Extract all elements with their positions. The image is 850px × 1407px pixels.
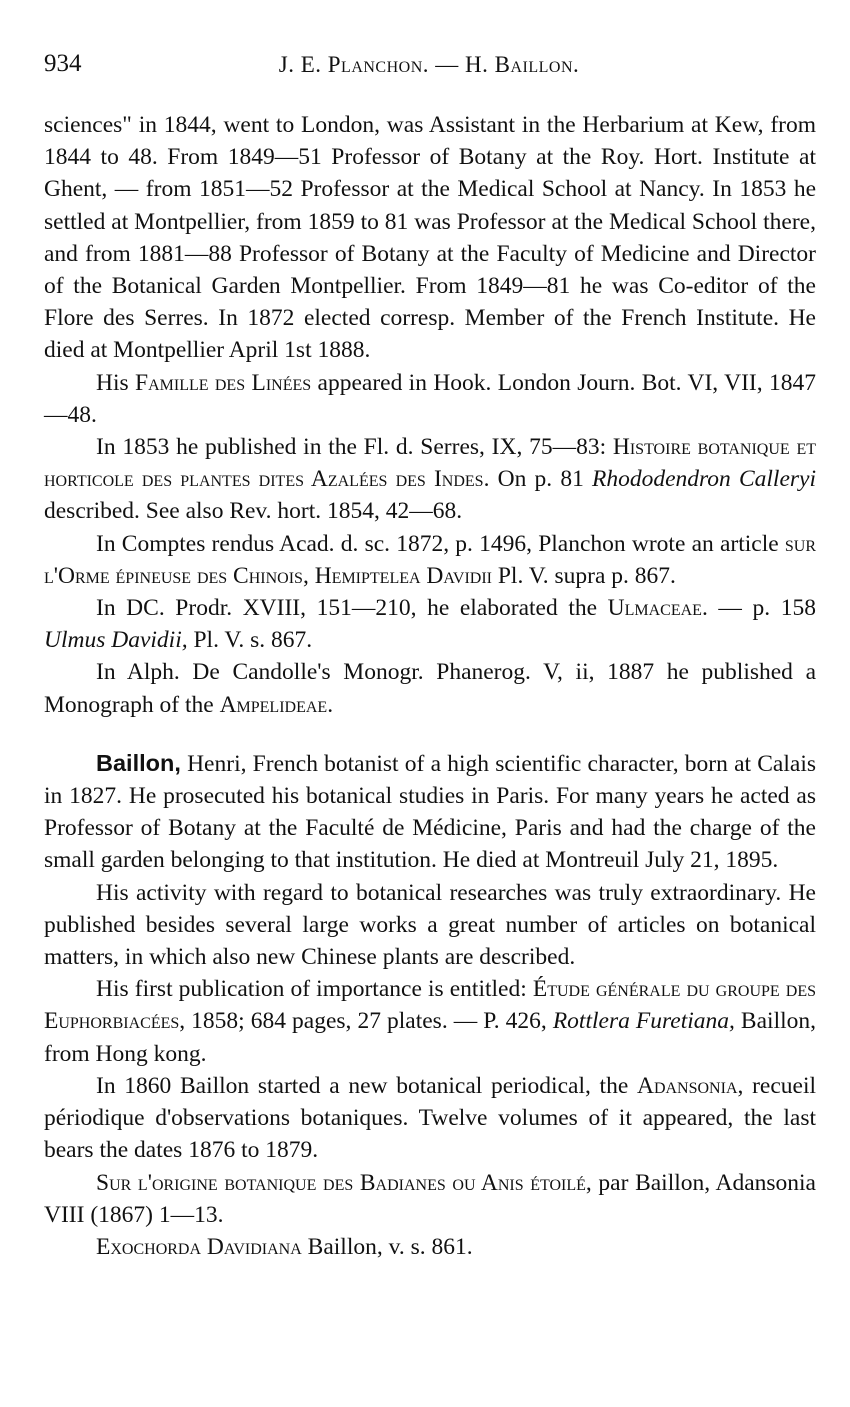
planchon-paragraph-5: In DC. Prodr. XVIII, 151—210, he elaborated the Ulmaceae. — p. 158 Ulmus Davidii, Pl. V. s. 867.: [44, 595, 817, 654]
species-name: Ulmus Davidii,: [44, 627, 188, 654]
family-name: Ulmaceae.: [607, 595, 708, 622]
baillon-paragraph-4: In 1860 Baillon started a new botanical periodical, the Adansonia, recueil périodique d'observations botaniques. Twelve volumes of it appeared, the last bears the dates 1876 to 1879.: [44, 1072, 817, 1164]
species-name: Exochorda Davidiana: [96, 1233, 302, 1260]
entry-name: Baillon,: [96, 749, 181, 776]
work-title: Sur l'origine botanique des Badianes ou Anis étoilé,: [96, 1169, 592, 1196]
periodical-name: Adansonia,: [636, 1072, 744, 1099]
work-title: sur l'Orme épineuse des Chinois, Hemiptelea Davidii: [44, 530, 816, 589]
page-number: 934: [44, 50, 82, 77]
family-name: Ampelideae.: [219, 691, 334, 718]
running-title: J. E. Planchon. — H. Baillon.: [278, 52, 580, 77]
planchon-paragraph-2: His Famille des Linées appeared in Hook. London Journ. Bot. VI, VII, 1847—48.: [44, 369, 816, 428]
work-title: Histoire botanique et horticole des plantes dites Azalées des Indes.: [44, 434, 816, 493]
planchon-paragraph-3: In 1853 he published in the Fl. d. Serres, IX, 75—83: Histoire botanique et horticole des plantes dites Azalées des Indes. On p. 81 Rhododendron Calleryi described. See also Rev. hort. 1854, 42—68.: [44, 434, 816, 525]
planchon-paragraph-1: sciences" in 1844, went to London, was Assistant in the Herbarium at Kew, from 1844 to 48. From 1849—51 Professor of Botany at the Roy. Hort. Institute at Ghent, — from 1851—52 Professor at the Medical School at Nancy. In 1853 he settled at Montpellier, from 1859 to 81 was Professor at the Medical School there, and from 1881—88 Professor of Botany at the Faculty of Medicine and Director of the Botanical Garden Montpellier. From 1849—81 he was Co-editor of the Flore des Serres. In 1872 elected corresp. Member of the French Institute. He died at Montpellier April 1st 1888.: [44, 112, 816, 364]
baillon-paragraph-5: Sur l'origine botanique des Badianes ou Anis étoilé, par Baillon, Adansonia VIII (1867) 1—13.: [44, 1169, 816, 1228]
baillon-paragraph-6: Exochorda Davidiana Baillon, v. s. 861.: [96, 1233, 473, 1260]
baillon-paragraph-3: His first publication of importance is entitled: Étude générale du groupe des Euphorbiacées, 1858; 684 pages, 27 plates. — P. 426, Rottlera Furetiana, Baillon, from Hong kong.: [44, 976, 816, 1067]
running-head: [44, 50, 814, 86]
species-name: Rhododendron Calleryi: [592, 466, 816, 493]
work-title: Famille des Linées: [135, 369, 312, 396]
species-name: Rottlera Furetiana,: [552, 1008, 735, 1035]
planchon-paragraph-6: In Alph. De Candolle's Monogr. Phanerog. V, ii, 1887 he published a Monograph of the Ampelideae.: [44, 659, 816, 718]
planchon-paragraph-4: In Comptes rendus Acad. d. sc. 1872, p. 1496, Planchon wrote an article sur l'Orme épineuse des Chinois, Hemiptelea Davidii Pl. V. supra p. 867.: [44, 530, 816, 589]
body-text: [44, 109, 816, 1263]
baillon-paragraph-2: His activity with regard to botanical researches was truly extraordinary. He published besides several large works a great number of articles on botanical matters, in which also new Chinese plants are described.: [44, 879, 816, 971]
work-title: Étude générale du groupe des Euphorbiacées,: [44, 976, 816, 1035]
baillon-paragraph-1: Baillon, Henri, French botanist of a high scientific character, born at Calais in 1827. He prosecuted his botanical studies in Paris. For many years he acted as Professor of Botany at the Faculté de Médicine, Paris and had the charge of the small garden belonging to that institution. He died at Montreuil July 21, 1895.: [44, 749, 816, 874]
